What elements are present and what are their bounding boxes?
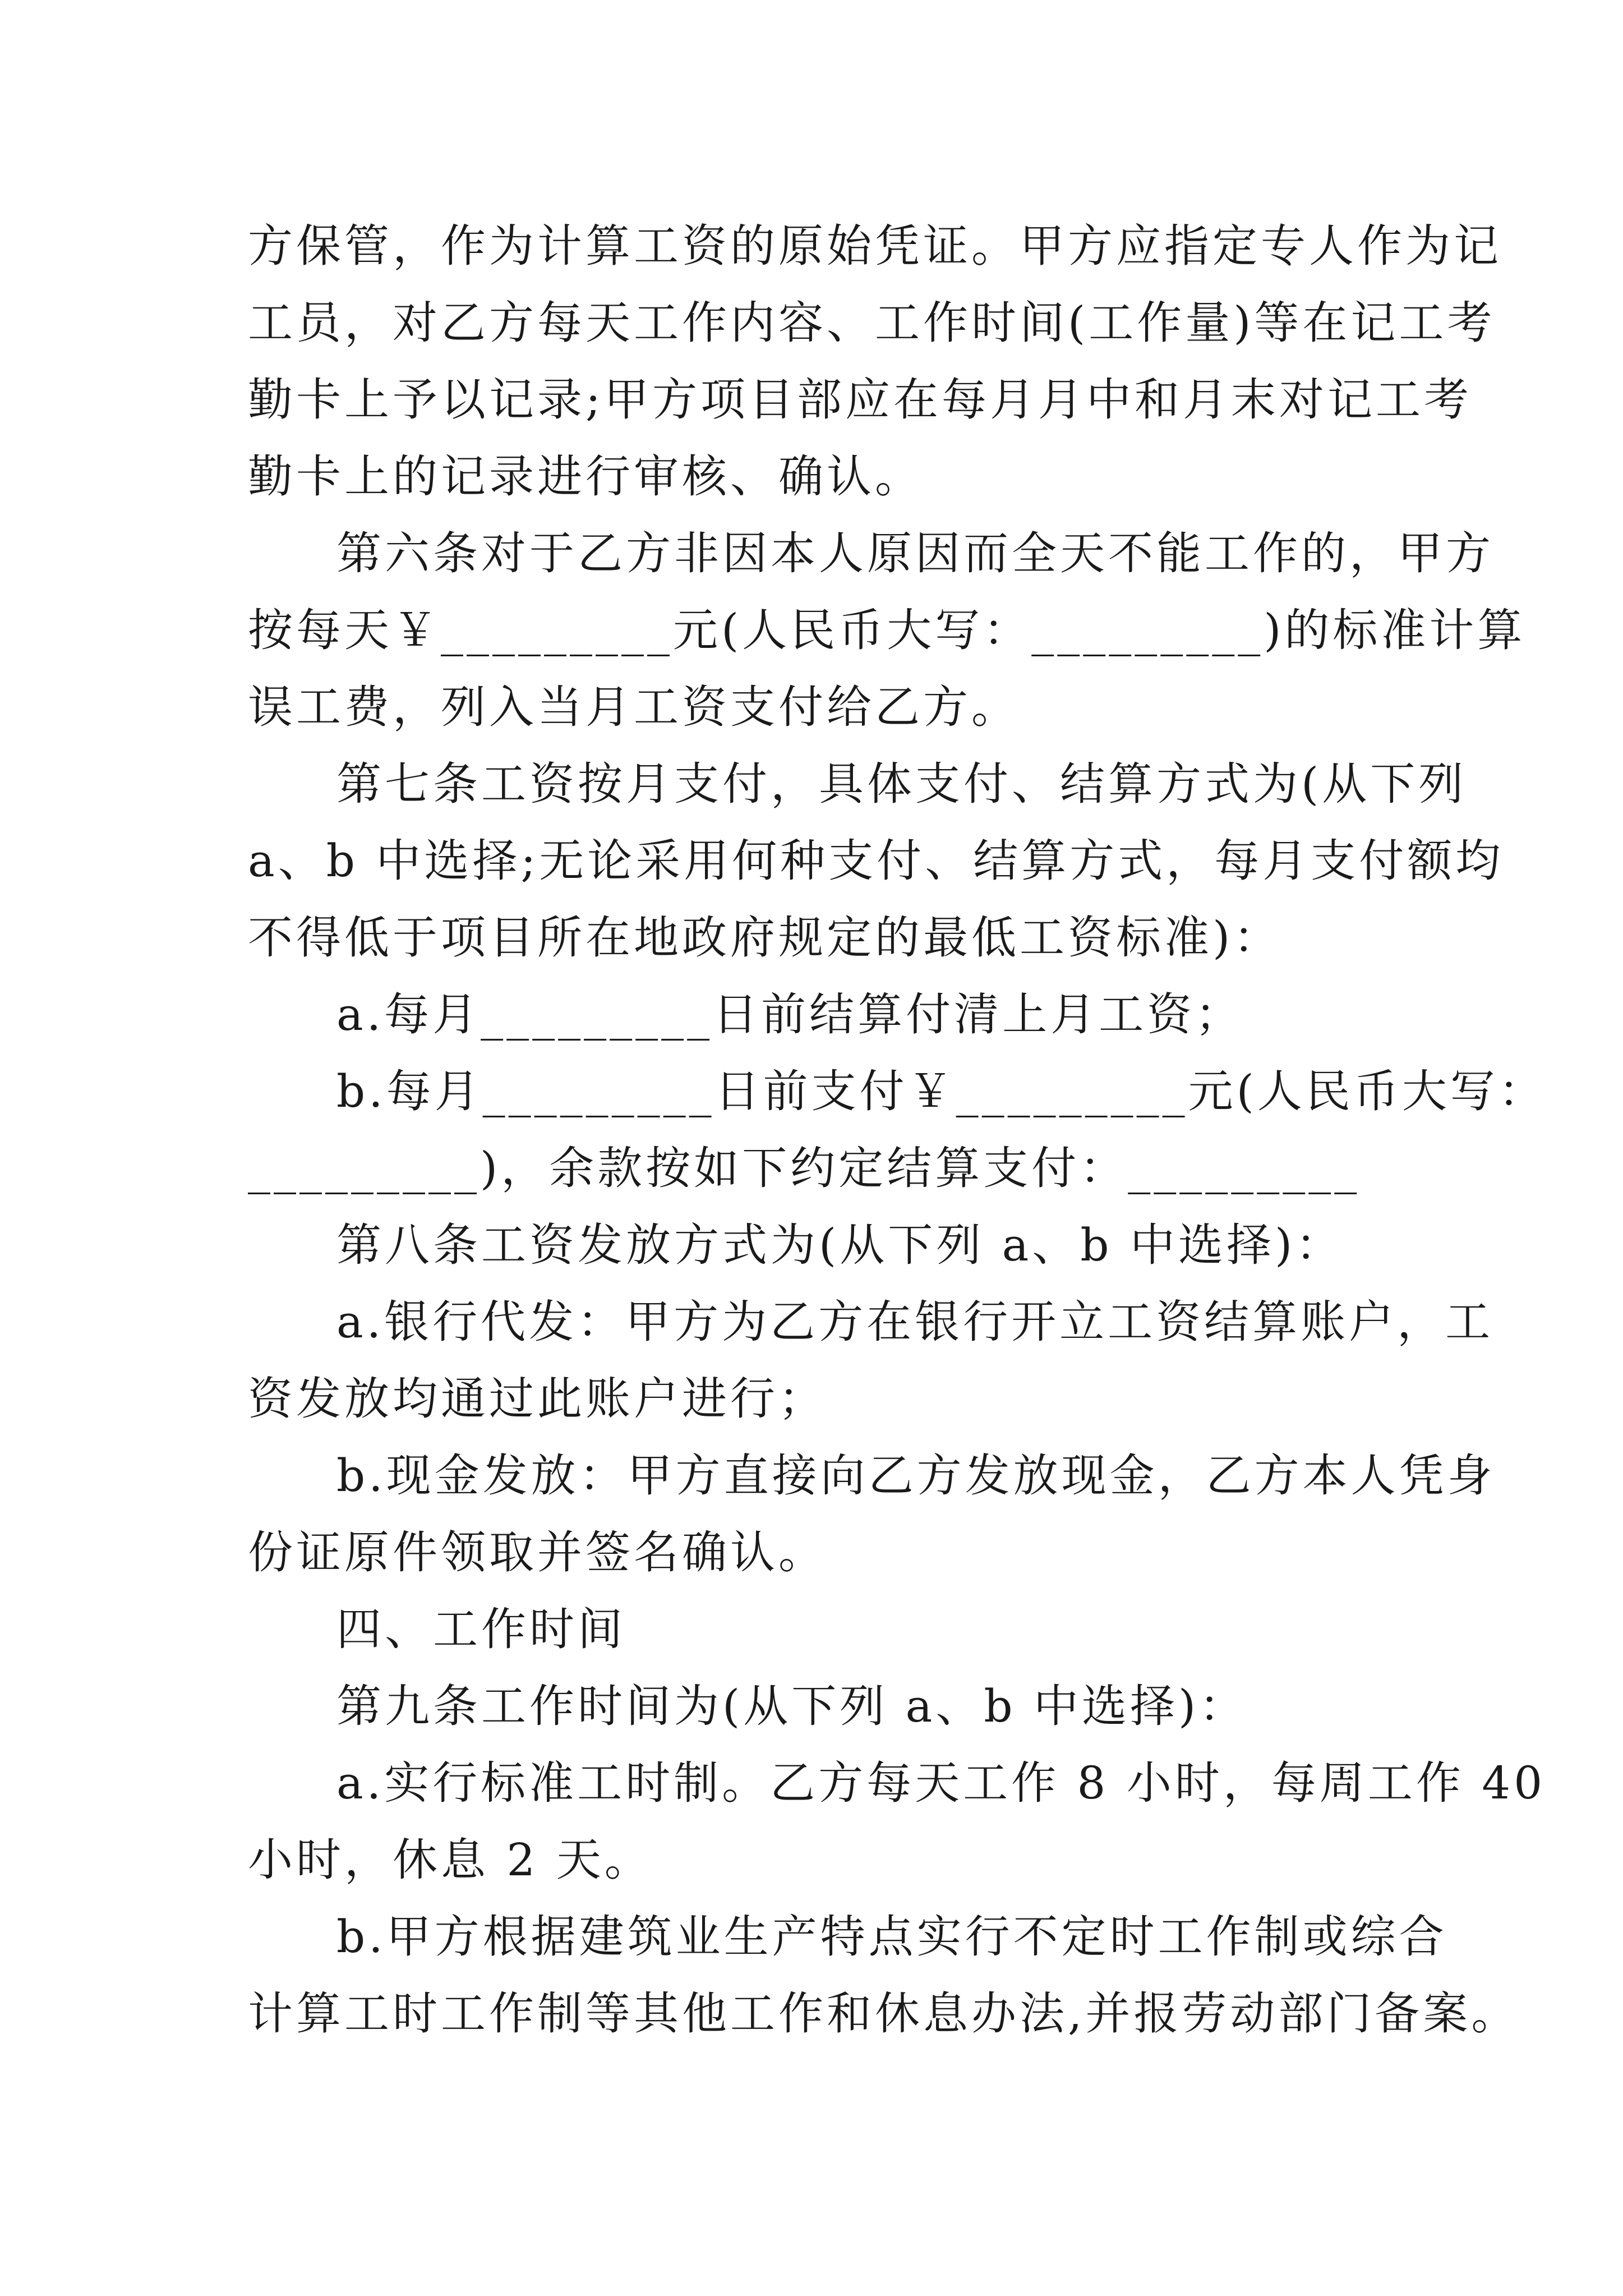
article-6-heading-line: 第六条对于乙方非因本人原因而全天不能工作的，甲方 — [336, 527, 1494, 579]
text-line: 按每天￥_________元(人民币大写：_________)的标准计算 — [248, 604, 1526, 656]
text-line: 误工费，列入当月工资支付给乙方。 — [248, 681, 1020, 733]
article-8-heading-line: 第八条工资发放方式为(从下列 a、b 中选择)： — [336, 1219, 1344, 1271]
document-body — [248, 208, 1547, 2052]
option-a-line: a.每月_________日前结算付清上月工资； — [336, 988, 1244, 1041]
option-b-line: b.现金发放：甲方直接向乙方发放现金，乙方本人凭身 — [336, 1450, 1496, 1502]
section-4-heading: 四、工作时间 — [336, 1603, 626, 1655]
text-line: 方保管，作为计算工资的原始凭证。甲方应指定专人作为记 — [248, 220, 1502, 272]
text-line: 工员，对乙方每天工作内容、工作时间(工作量)等在记工考 — [248, 297, 1496, 349]
text-line: 小时，休息 2 天。 — [248, 1834, 653, 1886]
text-line: _________)，余款按如下约定结算支付：_________ — [248, 1142, 1361, 1194]
text-line: 勤卡上的记录进行审核、确认。 — [248, 450, 923, 503]
option-a-line: a.实行标准工时制。乙方每天工作 8 小时，每周工作 40 — [336, 1757, 1546, 1809]
text-line: 不得低于项目所在地政府规定的最低工资标准)： — [248, 912, 1282, 964]
option-b-line: b.甲方根据建筑业生产特点实行不定时工作制或综合 — [336, 1911, 1447, 1963]
text-line: 资发放均通过此账户进行； — [248, 1373, 827, 1425]
text-line: 份证原件领取并签名确认。 — [248, 1526, 827, 1579]
article-7-heading-line: 第七条工资按月支付，具体支付、结算方式为(从下列 — [336, 758, 1467, 810]
option-b-line: b.每月_________日前支付￥_________元(人民币大写： — [336, 1065, 1547, 1117]
text-line: 勤卡上予以记录;甲方项目部应在每月月中和月末对记工考 — [248, 374, 1472, 426]
article-9-heading-line: 第九条工作时间为(从下列 a、b 中选择)： — [336, 1680, 1248, 1732]
text-line: a、b 中选择;无论采用何种支付、结算方式，每月支付额均 — [248, 835, 1504, 887]
option-a-line: a.银行代发：甲方为乙方在银行开立工资结算账户，工 — [336, 1296, 1494, 1348]
text-line: 计算工时工作制等其他工作和休息办法,并报劳动部门备案。 — [248, 1987, 1520, 2040]
